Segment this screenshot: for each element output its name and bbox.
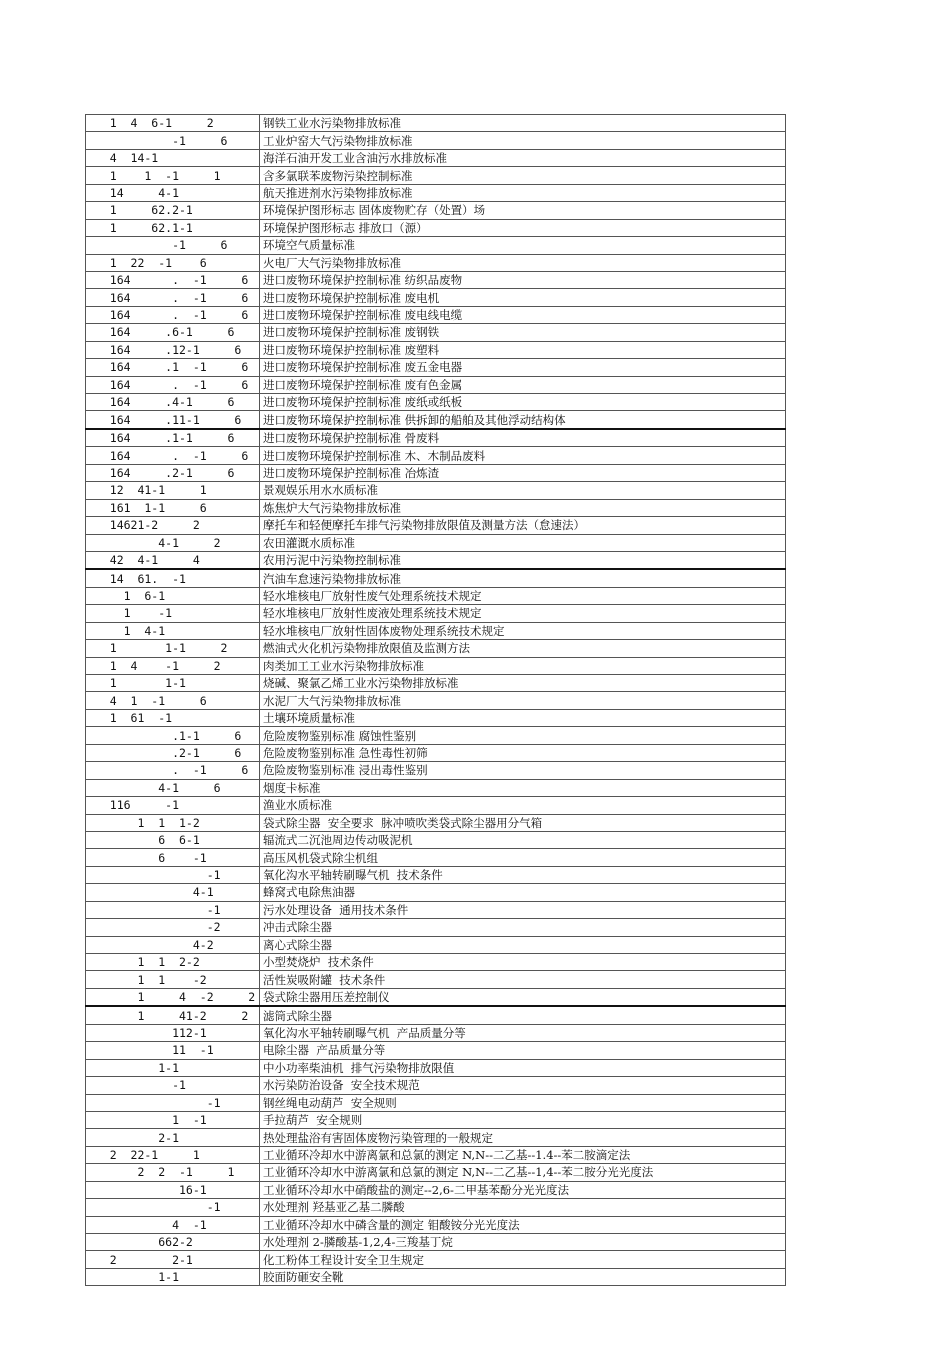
table-row (86, 271, 786, 288)
standard-code-cell: . -1 6 (86, 762, 260, 779)
standard-code-cell: -1 (86, 866, 260, 883)
standard-name-cell: 进口废物环境保护控制标准 废五金电器 (260, 359, 786, 376)
standard-name-cell: 火电厂大气污染物排放标准 (260, 254, 786, 271)
table-row (86, 1077, 786, 1094)
standard-name-cell: 氧化沟水平轴转刷曝气机 技术条件 (260, 866, 786, 883)
table-row (86, 534, 786, 551)
standard-code-cell: 1-1 (86, 1059, 260, 1076)
standard-code-cell: 2 22-1 1 (86, 1146, 260, 1163)
standard-name-cell: 手拉葫芦 安全规则 (260, 1111, 786, 1128)
standard-name-cell: 工业循环冷却水中磷含量的测定 钼酸铵分光光度法 (260, 1216, 786, 1233)
table-row (86, 988, 786, 1006)
table-row (86, 551, 786, 569)
table-row (86, 709, 786, 726)
standard-name-cell: 工业循环冷却水中游离氯和总氯的测定 N,N--二乙基--1,4--苯二胺分光光度法 (260, 1164, 786, 1181)
standard-code-cell: 1 6-1 (86, 587, 260, 604)
table-row (86, 622, 786, 639)
standard-code-cell: 6 -1 (86, 849, 260, 866)
table-row (86, 587, 786, 604)
standard-name-cell: 危险废物鉴别标准 腐蚀性鉴别 (260, 727, 786, 744)
standard-code-cell: 164 . -1 6 (86, 447, 260, 464)
standard-code-cell: -2 (86, 919, 260, 936)
standard-name-cell: 农用污泥中污染物控制标准 (260, 551, 786, 569)
table-row (86, 324, 786, 341)
table-row (86, 167, 786, 184)
standard-code-cell: -1 (86, 1094, 260, 1111)
standard-name-cell: 海洋石油开发工业含油污水排放标准 (260, 149, 786, 166)
table-row (86, 1024, 786, 1041)
standard-name-cell: 工业循环冷却水中硝酸盐的测定--2,6-二甲基苯酚分光光度法 (260, 1181, 786, 1198)
standard-code-cell: 164 .11-1 6 (86, 411, 260, 429)
table-row (86, 254, 786, 271)
table-row (86, 640, 786, 657)
table-row (86, 1094, 786, 1111)
standard-code-cell: 4-2 (86, 936, 260, 953)
table-row (86, 219, 786, 236)
table-row (86, 341, 786, 358)
table-row (86, 306, 786, 323)
standard-code-cell: 1 -1 (86, 605, 260, 622)
table-row (86, 482, 786, 499)
table-row (86, 289, 786, 306)
standard-name-cell: 农田灌溉水质标准 (260, 534, 786, 551)
table-row (86, 797, 786, 814)
standard-code-cell: 4-1 6 (86, 779, 260, 796)
standard-code-cell: 1 4-1 (86, 622, 260, 639)
standard-name-cell: 辐流式二沉池周边传动吸泥机 (260, 831, 786, 848)
standard-code-cell: 1-1 (86, 1268, 260, 1285)
table-row (86, 762, 786, 779)
standard-code-cell: 1 1 -1 1 (86, 167, 260, 184)
table-row (86, 919, 786, 936)
standard-code-cell: 4 14-1 (86, 149, 260, 166)
standard-name-cell: 环境空气质量标准 (260, 237, 786, 254)
table-row (86, 727, 786, 744)
standard-name-cell: 钢丝绳电动葫芦 安全规则 (260, 1094, 786, 1111)
standard-code-cell: 1 61 -1 (86, 709, 260, 726)
standard-name-cell: 进口废物环境保护控制标准 废塑料 (260, 341, 786, 358)
standard-code-cell: 2 2-1 (86, 1251, 260, 1268)
standard-code-cell: 14621-2 2 (86, 517, 260, 534)
standard-name-cell: 炼焦炉大气污染物排放标准 (260, 499, 786, 516)
standard-code-cell: 14 61. -1 (86, 569, 260, 587)
table-row (86, 237, 786, 254)
standard-name-cell: 危险废物鉴别标准 浸出毒性鉴别 (260, 762, 786, 779)
table-row (86, 1268, 786, 1285)
standard-code-cell: 1 4 6-1 2 (86, 115, 260, 132)
table-row (86, 1146, 786, 1163)
standard-name-cell: 化工粉体工程设计安全卫生规定 (260, 1251, 786, 1268)
standard-name-cell: 氧化沟水平轴转刷曝气机 产品质量分等 (260, 1024, 786, 1041)
standard-name-cell: 汽油车怠速污染物排放标准 (260, 569, 786, 587)
standard-code-cell: 1 4 -1 2 (86, 657, 260, 674)
table-body (86, 115, 786, 1286)
standard-code-cell: 1 1 1-2 (86, 814, 260, 831)
standard-name-cell: 进口废物环境保护控制标准 废钢铁 (260, 324, 786, 341)
standard-name-cell: 进口废物环境保护控制标准 木、木制品废料 (260, 447, 786, 464)
standard-name-cell: 蜂窝式电除焦油器 (260, 884, 786, 901)
standard-code-cell: 1 62.1-1 (86, 219, 260, 236)
standard-name-cell: 进口废物环境保护控制标准 纺织品废物 (260, 271, 786, 288)
table-row (86, 1199, 786, 1216)
standard-name-cell: 燃油式火化机污染物排放限值及监测方法 (260, 640, 786, 657)
standard-name-cell: 轻水堆核电厂放射性废气处理系统技术规定 (260, 587, 786, 604)
table-row (86, 1006, 786, 1024)
standard-name-cell: 危险废物鉴别标准 急性毒性初筛 (260, 744, 786, 761)
table-row (86, 1129, 786, 1146)
standard-code-cell: .2-1 6 (86, 744, 260, 761)
standard-name-cell: 离心式除尘器 (260, 936, 786, 953)
standard-name-cell: 进口废物环境保护控制标准 供拆卸的船舶及其他浮动结构体 (260, 411, 786, 429)
standard-code-cell: .1-1 6 (86, 727, 260, 744)
table-row (86, 429, 786, 447)
standard-code-cell: 2-1 (86, 1129, 260, 1146)
standard-code-cell: 12 41-1 1 (86, 482, 260, 499)
standard-code-cell: 164 .6-1 6 (86, 324, 260, 341)
standard-name-cell: 景观娱乐用水水质标准 (260, 482, 786, 499)
standard-code-cell: 164 .1 -1 6 (86, 359, 260, 376)
standard-code-cell: 11 -1 (86, 1042, 260, 1059)
table-row (86, 499, 786, 516)
standard-code-cell: 161 1-1 6 (86, 499, 260, 516)
table-row (86, 1251, 786, 1268)
standard-name-cell: 工业循环冷却水中游离氯和总氯的测定 N,N--二乙基--1.4--苯二胺滴定法 (260, 1146, 786, 1163)
table-row (86, 849, 786, 866)
standard-code-cell: 1 22 -1 6 (86, 254, 260, 271)
table-row (86, 115, 786, 132)
standard-name-cell: 水处理剂 羟基亚乙基二膦酸 (260, 1199, 786, 1216)
standard-name-cell: 滤筒式除尘器 (260, 1006, 786, 1024)
standard-code-cell: -1 6 (86, 237, 260, 254)
table-row (86, 569, 786, 587)
table-row (86, 814, 786, 831)
standard-name-cell: 活性炭吸附罐 技术条件 (260, 971, 786, 988)
standard-name-cell: 水污染防治设备 安全技术规范 (260, 1077, 786, 1094)
standard-name-cell: 含多氯联苯废物污染控制标准 (260, 167, 786, 184)
table-row (86, 1234, 786, 1251)
table-row (86, 954, 786, 971)
standard-code-cell: 42 4-1 4 (86, 551, 260, 569)
standard-code-cell: 14 4-1 (86, 184, 260, 201)
table-row (86, 376, 786, 393)
standard-code-cell: 662-2 (86, 1234, 260, 1251)
standard-code-cell: 4-1 (86, 884, 260, 901)
standard-name-cell: 高压风机袋式除尘机组 (260, 849, 786, 866)
standards-table (85, 114, 786, 1286)
standard-name-cell: 摩托车和轻便摩托车排气污染物排放限值及测量方法（怠速法） (260, 517, 786, 534)
standard-name-cell: 轻水堆核电厂放射性固体废物处理系统技术规定 (260, 622, 786, 639)
standard-code-cell: 1 1-1 (86, 675, 260, 692)
standard-name-cell: 电除尘器 产品质量分等 (260, 1042, 786, 1059)
table-row (86, 936, 786, 953)
standard-code-cell: 164 .2-1 6 (86, 464, 260, 481)
standard-name-cell: 热处理盐浴有害固体废物污染管理的一般规定 (260, 1129, 786, 1146)
standard-code-cell: 164 . -1 6 (86, 289, 260, 306)
standard-code-cell: 4-1 2 (86, 534, 260, 551)
standard-name-cell: 土壤环境质量标准 (260, 709, 786, 726)
standard-code-cell: 116 -1 (86, 797, 260, 814)
table-row (86, 1181, 786, 1198)
table-row (86, 1042, 786, 1059)
table-row (86, 411, 786, 429)
table-row (86, 692, 786, 709)
standard-code-cell: 164 .4-1 6 (86, 394, 260, 411)
table-row (86, 675, 786, 692)
table-row (86, 866, 786, 883)
standard-name-cell: 水处理剂 2-膦酸基-1,2,4-三羧基丁烷 (260, 1234, 786, 1251)
standard-name-cell: 袋式除尘器用压差控制仪 (260, 988, 786, 1006)
table-row (86, 447, 786, 464)
standard-code-cell: 164 . -1 6 (86, 306, 260, 323)
standard-code-cell: 4 1 -1 6 (86, 692, 260, 709)
table-row (86, 202, 786, 219)
standard-code-cell: 1 62.2-1 (86, 202, 260, 219)
table-row (86, 464, 786, 481)
standard-code-cell: 1 -1 (86, 1111, 260, 1128)
standard-code-cell: 1 41-2 2 (86, 1006, 260, 1024)
standard-code-cell: 4 -1 (86, 1216, 260, 1233)
standards-table-sheet (85, 114, 785, 1286)
table-row (86, 657, 786, 674)
table-row (86, 971, 786, 988)
table-row (86, 605, 786, 622)
standard-name-cell: 烧碱、聚氯乙烯工业水污染物排放标准 (260, 675, 786, 692)
standard-code-cell: 1 1 2-2 (86, 954, 260, 971)
table-row (86, 1059, 786, 1076)
standard-name-cell: 工业炉窑大气污染物排放标准 (260, 132, 786, 149)
standard-code-cell: 1 4 -2 2 (86, 988, 260, 1006)
standard-code-cell: 1 1 -2 (86, 971, 260, 988)
standard-name-cell: 袋式除尘器 安全要求 脉冲喷吹类袋式除尘器用分气箱 (260, 814, 786, 831)
table-row (86, 831, 786, 848)
table-row (86, 184, 786, 201)
standard-code-cell: 112-1 (86, 1024, 260, 1041)
standard-name-cell: 航天推进剂水污染物排放标准 (260, 184, 786, 201)
standard-code-cell: 6 6-1 (86, 831, 260, 848)
standard-name-cell: 烟度卡标准 (260, 779, 786, 796)
standard-code-cell: 164 . -1 6 (86, 376, 260, 393)
standard-name-cell: 渔业水质标准 (260, 797, 786, 814)
table-row (86, 884, 786, 901)
standard-name-cell: 进口废物环境保护控制标准 废电线电缆 (260, 306, 786, 323)
table-row (86, 1216, 786, 1233)
standard-name-cell: 胶面防砸安全靴 (260, 1268, 786, 1285)
standard-name-cell: 污水处理设备 通用技术条件 (260, 901, 786, 918)
standard-name-cell: 进口废物环境保护控制标准 冶炼渣 (260, 464, 786, 481)
standard-name-cell: 小型焚烧炉 技术条件 (260, 954, 786, 971)
table-row (86, 1164, 786, 1181)
table-row (86, 394, 786, 411)
standard-code-cell: 164 .12-1 6 (86, 341, 260, 358)
standard-code-cell: 2 2 -1 1 (86, 1164, 260, 1181)
standard-name-cell: 进口废物环境保护控制标准 废电机 (260, 289, 786, 306)
standard-name-cell: 进口废物环境保护控制标准 废纸或纸板 (260, 394, 786, 411)
table-row (86, 517, 786, 534)
standard-code-cell: -1 (86, 1199, 260, 1216)
standard-code-cell: 1 1-1 2 (86, 640, 260, 657)
standard-name-cell: 肉类加工工业水污染物排放标准 (260, 657, 786, 674)
standard-name-cell: 进口废物环境保护控制标准 废有色金属 (260, 376, 786, 393)
table-row (86, 359, 786, 376)
standard-name-cell: 进口废物环境保护控制标准 骨废料 (260, 429, 786, 447)
standard-code-cell: 164 .1-1 6 (86, 429, 260, 447)
standard-code-cell: -1 (86, 1077, 260, 1094)
standard-name-cell: 钢铁工业水污染物排放标准 (260, 115, 786, 132)
standard-code-cell: -1 6 (86, 132, 260, 149)
table-row (86, 1111, 786, 1128)
table-row (86, 744, 786, 761)
standard-code-cell: -1 (86, 901, 260, 918)
standard-code-cell: 164 . -1 6 (86, 271, 260, 288)
standard-name-cell: 中小功率柴油机 排气污染物排放限值 (260, 1059, 786, 1076)
standard-name-cell: 水泥厂大气污染物排放标准 (260, 692, 786, 709)
table-row (86, 149, 786, 166)
standard-name-cell: 环境保护图形标志 固体废物贮存（处置）场 (260, 202, 786, 219)
table-row (86, 901, 786, 918)
standard-name-cell: 轻水堆核电厂放射性废液处理系统技术规定 (260, 605, 786, 622)
standard-name-cell: 冲击式除尘器 (260, 919, 786, 936)
standard-code-cell: 16-1 (86, 1181, 260, 1198)
table-row (86, 132, 786, 149)
standard-name-cell: 环境保护图形标志 排放口（源） (260, 219, 786, 236)
table-row (86, 779, 786, 796)
